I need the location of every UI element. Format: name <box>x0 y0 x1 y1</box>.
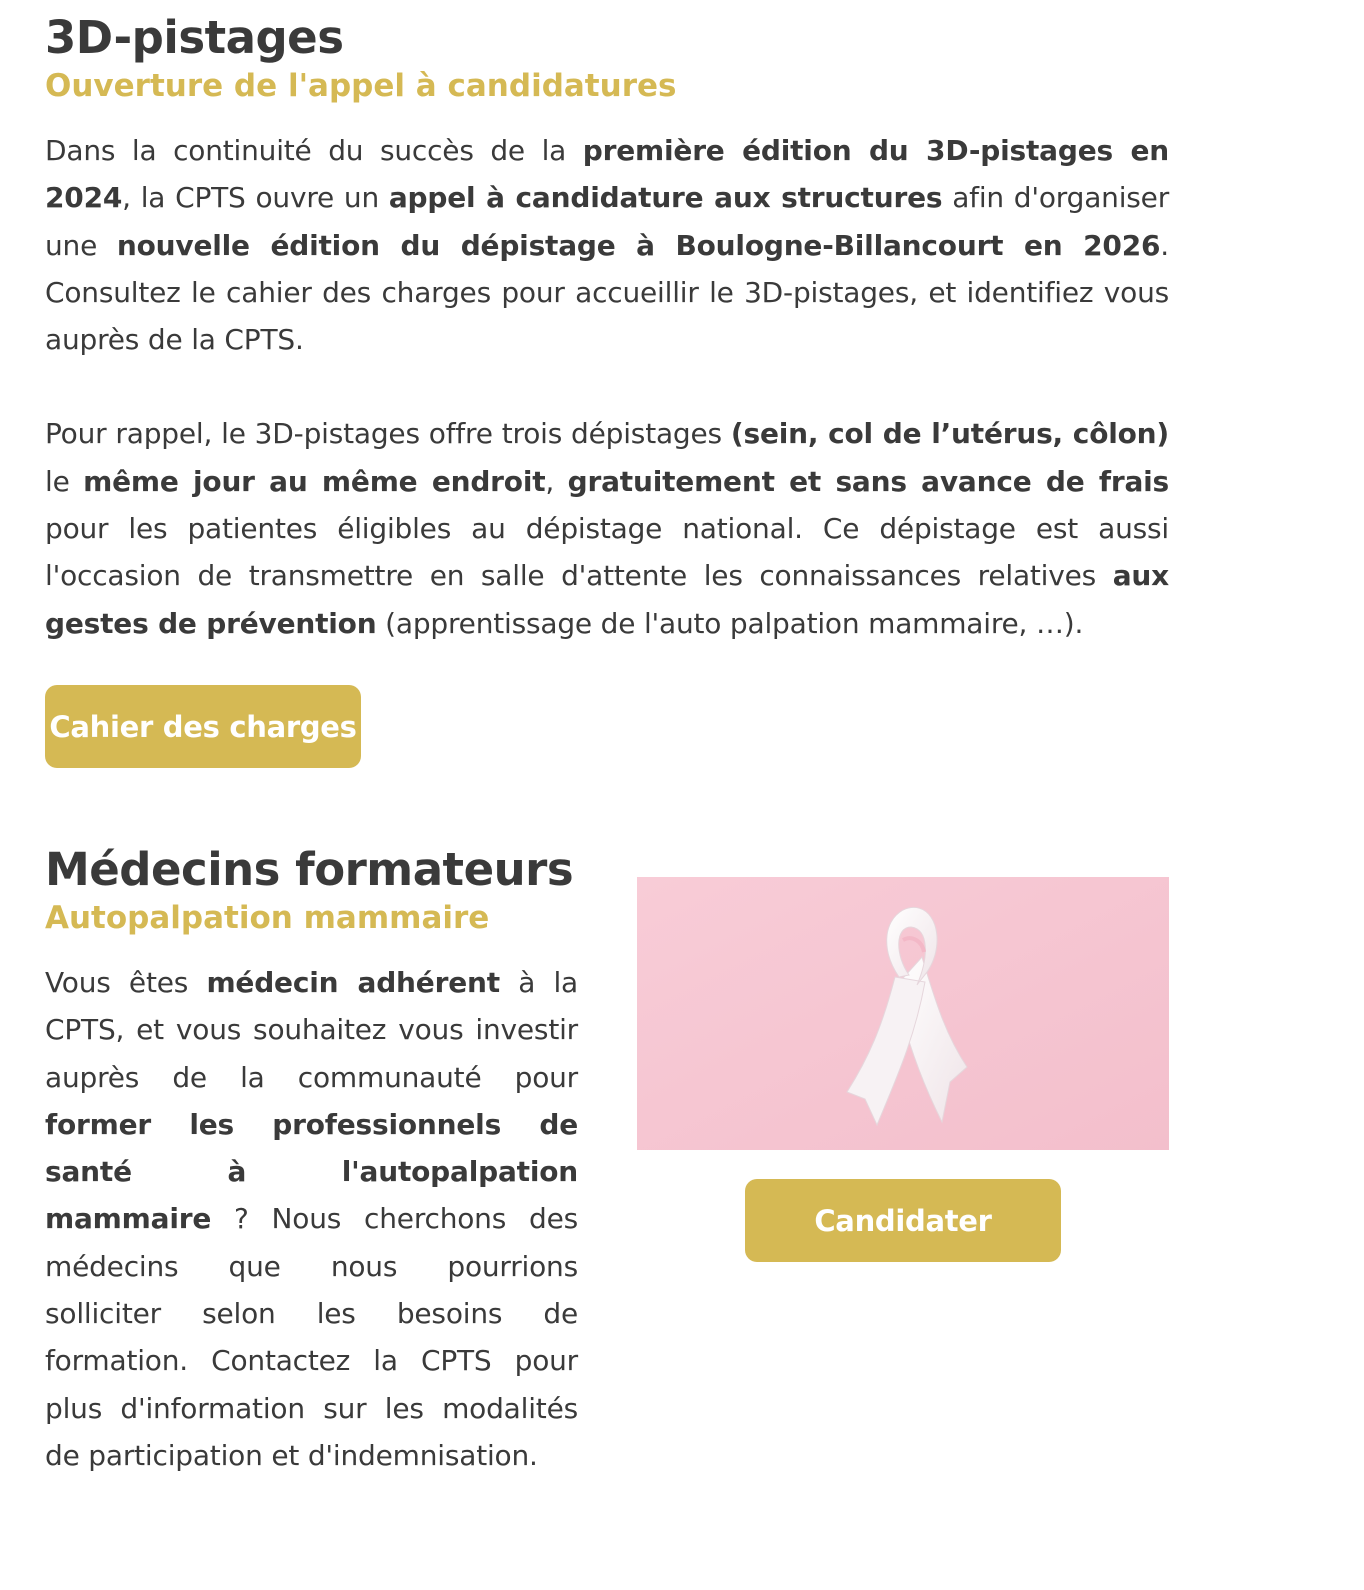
bold-text: former les professionnels de santé à l'autopalpation mammaire <box>45 1107 578 1236</box>
paragraph-formateurs <box>45 959 578 1479</box>
text-run: . Consultez le cahier des charges pour accueillir le 3D-pistages, et identifiez vous auprès de la CPTS. <box>45 228 1169 357</box>
bold-text: même jour au même endroit <box>83 464 546 498</box>
cahier-des-charges-button[interactable]: Cahier des charges <box>45 685 361 768</box>
section-subtitle: Autopalpation mammaire <box>45 900 490 936</box>
bold-text: appel à candidature aux structures <box>388 181 943 215</box>
text-run: , la CPTS ouvre un <box>122 181 389 215</box>
pink-ribbon-image <box>637 877 1169 1150</box>
text-run: Pour rappel, le 3D-pistages offre trois dépistages <box>45 417 731 451</box>
bold-text: médecin adhérent <box>206 966 500 999</box>
candidater-button[interactable]: Candidater <box>745 1179 1061 1262</box>
bold-text: (sein, col de l’utérus, côlon) <box>730 417 1169 451</box>
pink-ribbon-icon <box>637 877 1169 1150</box>
text-run: Vous êtes <box>45 966 207 999</box>
section-subtitle: Ouverture de l'appel à candidatures <box>45 68 677 104</box>
bold-text: gratuitement et sans avance de frais <box>567 464 1170 498</box>
section-medecins-formateurs <box>45 842 578 1479</box>
text-run: (apprentissage de l'auto palpation mammaire, …). <box>376 606 1084 640</box>
section-title: 3D-pistages <box>45 11 344 64</box>
bold-text: première édition du 3D-pistages en 2024 <box>45 134 1169 215</box>
bold-text: aux gestes de prévention <box>45 559 1169 640</box>
paragraph-intro <box>45 127 1169 363</box>
text-run: à la CPTS, et vous souhaitez vous investir auprès de la communauté pour <box>45 966 578 1094</box>
section-title: Médecins formateurs <box>45 843 574 896</box>
text-run: le <box>45 464 84 498</box>
text-run: ? Nous cherchons des médecins que nous pourrions solliciter selon les besoins de formation. Contactez la CPTS pour plus d'information sur les modalités de participation et d'indemnisation. <box>45 1202 578 1472</box>
bold-text: nouvelle édition du dépistage à Boulogne-Billancourt en 2026 <box>116 228 1161 262</box>
text-run: Dans la continuité du succès de la <box>45 134 583 167</box>
text-run: pour les patientes éligibles au dépistage national. Ce dépistage est aussi l'occasion de transmettre en salle d'attente les connaissances relatives <box>45 512 1169 593</box>
text-run: , <box>545 464 568 498</box>
paragraph-reminder <box>45 410 1169 646</box>
section-3d-pistages <box>45 10 1169 647</box>
text-run: afin d'organiser une <box>45 181 1170 262</box>
